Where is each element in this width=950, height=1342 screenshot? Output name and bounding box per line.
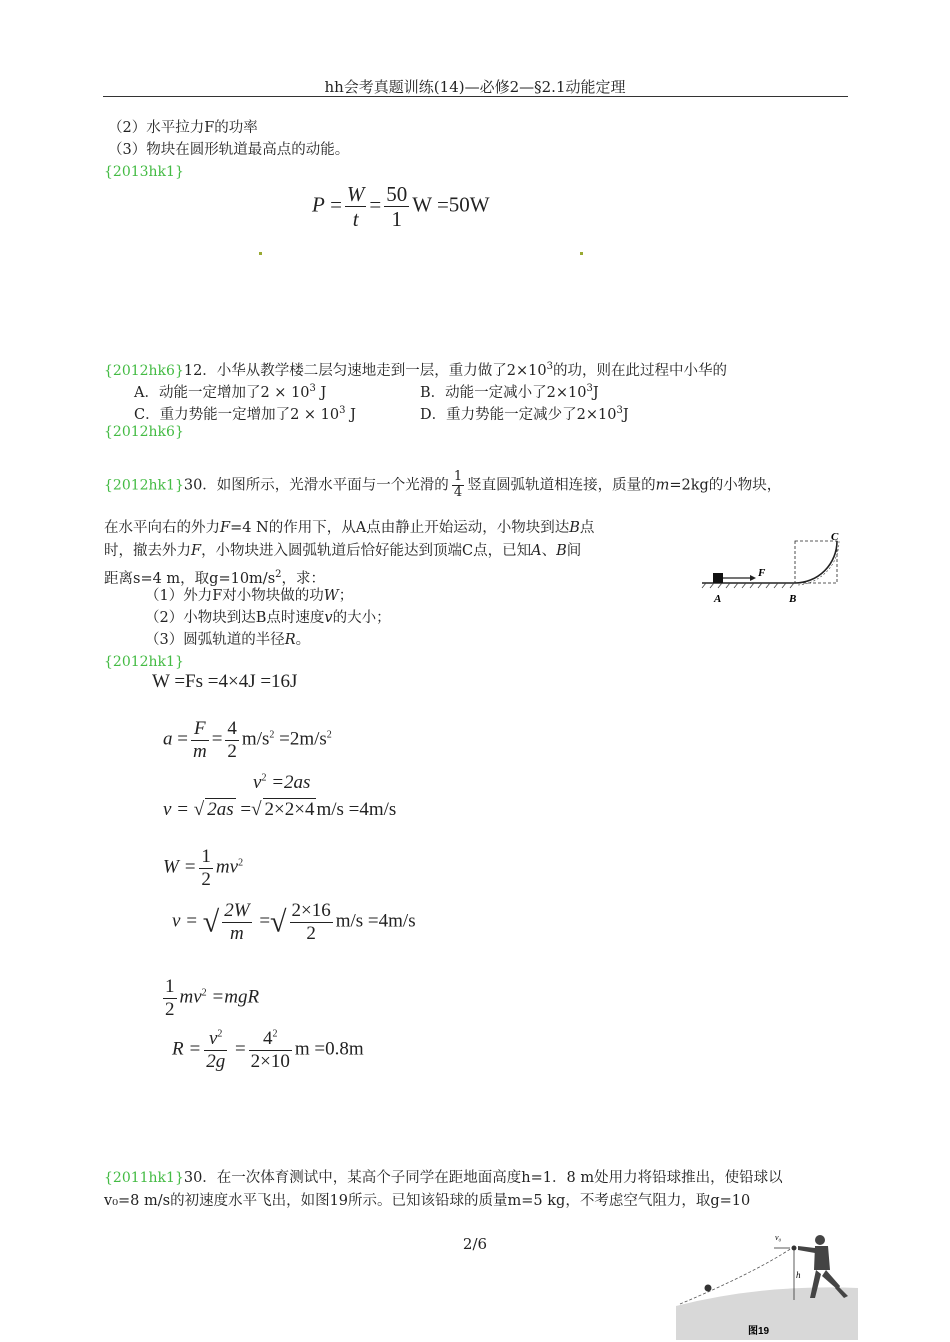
formula-velocity-1: v = √ 2as =√ 2×2×4 m/s =4m/s: [163, 799, 397, 820]
sub-question-2: （2）小物块到达B点时速度v的大小；: [145, 610, 391, 626]
formula-velocity-2: v = √ $\frac{2W}{m}$ =√ $\frac{2\times 16}{2}$ m/s =4m/s: [172, 900, 416, 944]
svg-text:A: A: [714, 593, 722, 605]
shot-ball-icon: [705, 1285, 712, 1292]
formula-energy-eq: $\frac{1}{2}$ $mv^2 =mgR$: [165, 976, 260, 1020]
header-rule: [103, 96, 848, 97]
question-30-line4: 距离s=4 m，取$g=10m/s^2$，求：: [104, 569, 326, 587]
track-diagram: [700, 528, 850, 610]
page-header: hh会考真题训练(14)—必修2—§2.1动能定理: [324, 78, 626, 96]
source-tag: {2012hk1}: [104, 654, 184, 670]
option-c: C．重力势能一定增加了$2 \times 10^3$ J: [134, 405, 356, 423]
source-tag: {2012hk6}: [104, 424, 184, 440]
page-number: 2/6: [462, 1235, 488, 1253]
power-formula: P = $\frac{W}{t}$ = $\frac{50}{1}$ W =50W: [312, 182, 490, 232]
svg-text:h: h: [796, 1270, 801, 1280]
svg-text:B: B: [789, 593, 797, 605]
svg-text:图19: 图19: [748, 1326, 770, 1337]
marker-dot: [580, 252, 583, 255]
svg-text:C: C: [831, 531, 839, 543]
q-part-2: （2）水平拉力F的功率: [108, 120, 258, 136]
sub-question-1: （1）外力F对小物块做的功W；: [145, 588, 354, 604]
question-30-line3: 时，撤去外力F，小物块进入圆弧轨道后恰好能达到顶端C点，已知A、B间: [104, 543, 582, 559]
formula-work: W =Fs =4×4J =16J: [152, 671, 298, 692]
formula-kinetic: W = $\frac{1}{2}$ $mv^2$: [163, 846, 244, 890]
svg-text:F: F: [758, 567, 766, 579]
sub-question-3: （3）圆弧轨道的半径R。: [145, 632, 311, 648]
formula-accel: a = $\frac{F}{m}$ = $\frac{4}{2}$ $m/s^2 =2m/s^2$: [163, 718, 332, 762]
formula-radius: R = $\frac{v^2}{2g}$ = $\frac{4^2}{2\times 10}$ m =0.8m: [172, 1028, 364, 1072]
question-30-2011-line1: {2011hk1}30．在一次体育测试中，某高个子同学在距地面高度h=1．8 m处用力将铅球推出，使铅球以: [104, 1170, 783, 1186]
q-part-3: （3）物块在圆形轨道最高点的动能。: [108, 142, 350, 158]
question-30-line1: {2012hk1}30．如图所示，光滑水平面与一个光滑的 $\frac{1}{4}$ 竖直圆弧轨道相连接，质量的m=2kg的小物块，: [104, 469, 782, 500]
marker-dot: [259, 252, 262, 255]
formula-kinematic: $v^2 =2as$: [253, 772, 311, 793]
question-30-line2: 在水平向右的外力F=4 N的作用下，从A点由静止开始运动，小物块到达B点: [104, 520, 595, 536]
svg-text:v₀: v₀: [775, 1233, 782, 1242]
option-d: D．重力势能一定减少了$2\times 10^3J$: [420, 405, 629, 423]
option-b: B．动能一定减小了$2\times 10^3J$: [420, 383, 599, 401]
question-12: {2012hk6}12．小华从教学楼二层匀速地走到一层，重力做了$2\times 10^3$的功，则在此过程中小华的: [104, 361, 728, 379]
option-a: A．动能一定增加了$2 \times 10^3$ J: [134, 383, 327, 401]
shot-put-figure: [672, 1226, 858, 1340]
block-icon: [713, 573, 723, 583]
source-tag: {2013hk1}: [104, 164, 184, 180]
question-30-2011-line2: v₀=8 m/s的初速度水平飞出，如图19所示。已知该铅球的质量m=5 kg，不考虑空气阻力，取g=10: [104, 1193, 751, 1209]
